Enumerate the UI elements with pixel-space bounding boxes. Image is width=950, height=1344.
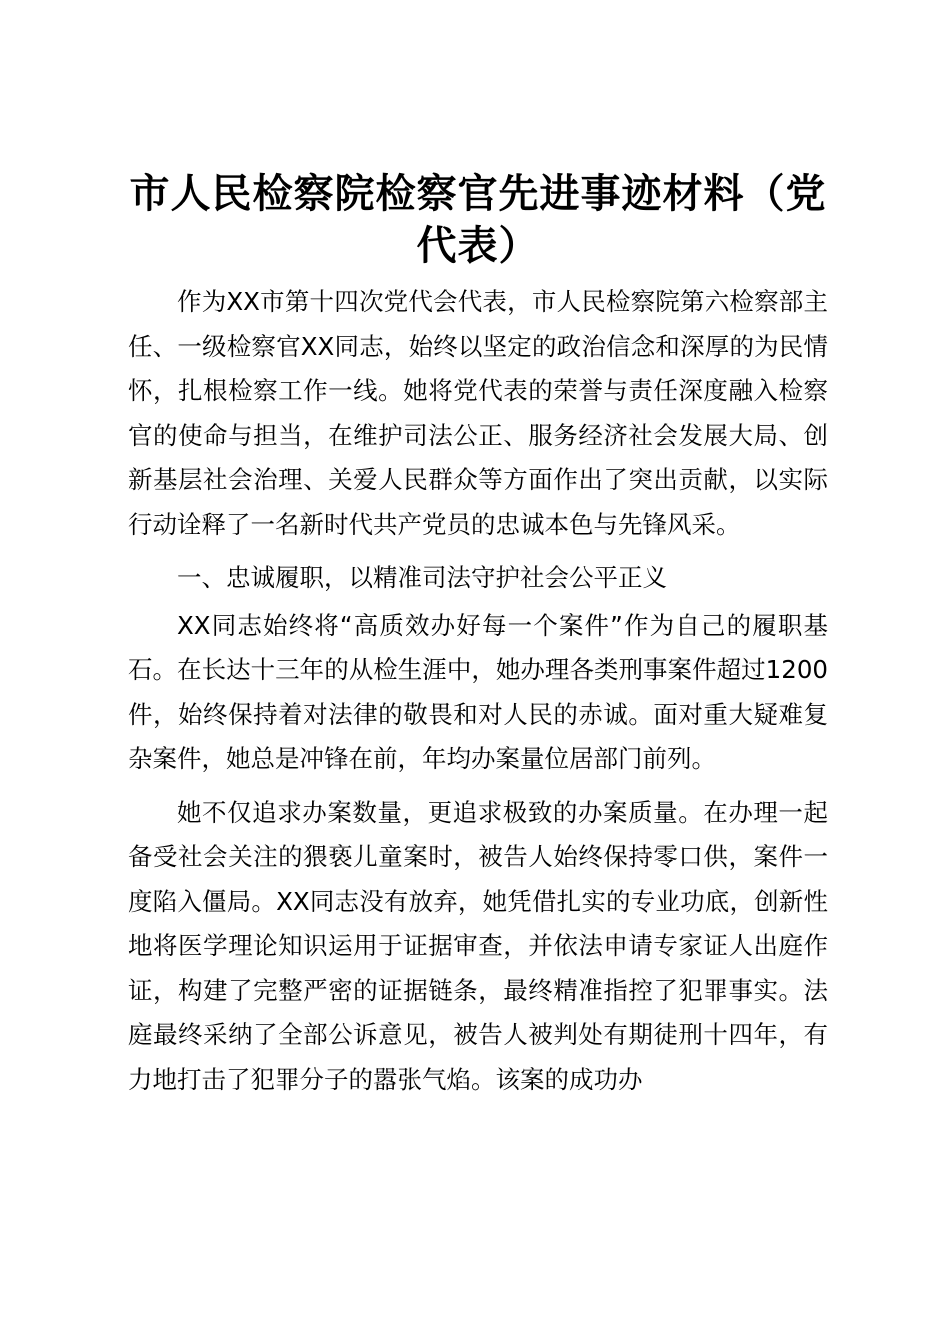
paragraph-case-volume: XX同志始终将“高质效办好每一个案件”作为自己的履职基石。在长达十三年的从检生涯中，她办理各类刑事案件超过1200件，始终保持着对法律的敬畏和对人民的赤诚。面对重大疑难复杂案件，她总是冲锋在前，年均办案量位居部门前列。 xyxy=(128,610,828,773)
paragraph-case-quality: 她不仅追求办案数量，更追求极致的办案质量。在办理一起备受社会关注的猥亵儿童案时，被告人始终保持零口供，案件一度陷入僵局。XX同志没有放弃，她凭借扎实的专业功底，创新性地将医学理论知识运用于证据审查，并依法申请专家证人出庭作证，构建了完整严密的证据链条，最终精准指控了犯罪事实。法庭最终采纳了全部公诉意见，被告人被判处有期徒刑十四年，有力地打击了犯罪分子的嚣张气焰。该案的成功办 xyxy=(128,797,828,1094)
section-heading-1: 一、忠诚履职，以精准司法守护社会公平正义 xyxy=(177,563,667,592)
document-title: 市人民检察院检察官先进事迹材料（党代表） xyxy=(129,170,827,269)
document-page xyxy=(128,168,828,1111)
paragraph-intro: 作为XX市第十四次党代会代表，市人民检察院第六检察部主任、一级检察官XX同志，始终以坚定的政治信念和深厚的为民情怀，扎根检察工作一线。她将党代表的荣誉与责任深度融入检察官的使命与担当，在维护司法公正、服务经济社会发展大局、创新基层社会治理、关爱人民群众等方面作出了突出贡献，以实际行动诠释了一名新时代共产党员的忠诚本色与先锋风采。 xyxy=(128,287,828,539)
